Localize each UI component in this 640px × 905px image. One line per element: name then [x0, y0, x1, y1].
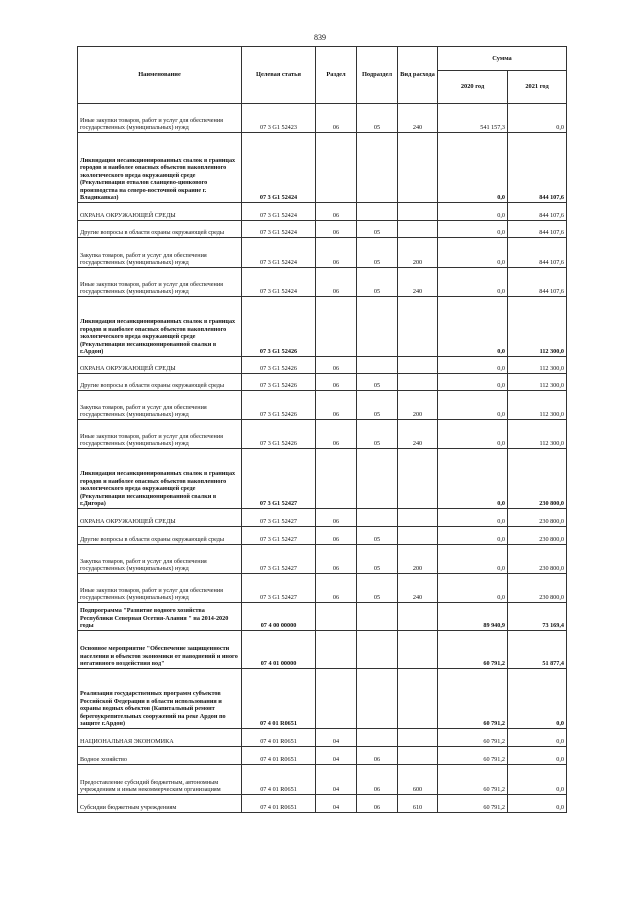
cell-subsection: 06: [357, 765, 398, 795]
cell-name: НАЦИОНАЛЬНАЯ ЭКОНОМИКА: [78, 729, 242, 747]
cell-expense-type: [398, 449, 438, 509]
cell-target: 07 3 G1 52426: [242, 297, 316, 357]
cell-target: 07 4 01 R0651: [242, 669, 316, 729]
table-header: [78, 47, 567, 104]
cell-name: Иные закупки товаров, работ и услуг для обеспечения государственных (муниципальных) нужд: [78, 104, 242, 133]
cell-section: 06: [316, 104, 357, 133]
cell-section: 06: [316, 357, 357, 374]
cell-target: 07 4 01 R0651: [242, 795, 316, 813]
cell-name: Иные закупки товаров, работ и услуг для обеспечения государственных (муниципальных) нужд: [78, 268, 242, 297]
cell-target: 07 3 G1 52424: [242, 203, 316, 221]
cell-sum-2021: 230 800,0: [508, 509, 567, 527]
cell-name: Ликвидация несанкционированных свалок в границах городов и наиболее опасных объектов накопленного экологического вреда окружающей среде (Рекультивация несанкционированной свалки в г.Ардон): [78, 297, 242, 357]
cell-sum-2020: 0,0: [438, 509, 508, 527]
table-row: [78, 669, 567, 729]
cell-name: Другие вопросы в области охраны окружающей среды: [78, 221, 242, 238]
header-name: Наименование: [78, 47, 242, 104]
cell-section: 06: [316, 221, 357, 238]
cell-expense-type: [398, 357, 438, 374]
cell-expense-type: [398, 603, 438, 631]
table-row: [78, 631, 567, 669]
cell-subsection: 05: [357, 574, 398, 603]
cell-sum-2020: 0,0: [438, 268, 508, 297]
cell-section: 06: [316, 420, 357, 449]
cell-sum-2021: 51 877,4: [508, 631, 567, 669]
cell-sum-2021: 230 800,0: [508, 449, 567, 509]
cell-name: ОХРАНА ОКРУЖАЮЩЕЙ СРЕДЫ: [78, 357, 242, 374]
cell-expense-type: [398, 669, 438, 729]
cell-expense-type: 240: [398, 420, 438, 449]
budget-table: [77, 46, 567, 813]
cell-section: [316, 133, 357, 203]
cell-name: ОХРАНА ОКРУЖАЮЩЕЙ СРЕДЫ: [78, 203, 242, 221]
cell-sum-2021: 844 107,6: [508, 221, 567, 238]
cell-name: Закупка товаров, работ и услуг для обеспечения государственных (муниципальных) нужд: [78, 391, 242, 420]
cell-name: Закупка товаров, работ и услуг для обеспечения государственных (муниципальных) нужд: [78, 545, 242, 574]
cell-target: 07 3 G1 52427: [242, 449, 316, 509]
cell-section: 04: [316, 795, 357, 813]
cell-target: 07 4 01 R0651: [242, 729, 316, 747]
cell-sum-2021: 0,0: [508, 765, 567, 795]
table-row: [78, 527, 567, 545]
cell-expense-type: 200: [398, 238, 438, 268]
cell-section: 06: [316, 268, 357, 297]
cell-sum-2020: 0,0: [438, 545, 508, 574]
table-row: [78, 545, 567, 574]
cell-sum-2021: 844 107,6: [508, 133, 567, 203]
cell-subsection: [357, 669, 398, 729]
cell-section: 06: [316, 203, 357, 221]
cell-target: 07 3 G1 52426: [242, 420, 316, 449]
cell-name: Другие вопросы в области охраны окружающей среды: [78, 527, 242, 545]
table-row: [78, 268, 567, 297]
table-row: [78, 795, 567, 813]
cell-section: 06: [316, 374, 357, 391]
cell-sum-2020: 60 791,2: [438, 631, 508, 669]
cell-subsection: 05: [357, 221, 398, 238]
cell-subsection: 05: [357, 527, 398, 545]
cell-sum-2021: 0,0: [508, 669, 567, 729]
cell-section: 04: [316, 765, 357, 795]
cell-sum-2020: 0,0: [438, 297, 508, 357]
cell-subsection: [357, 729, 398, 747]
cell-sum-2021: 844 107,6: [508, 238, 567, 268]
cell-expense-type: [398, 747, 438, 765]
cell-expense-type: [398, 527, 438, 545]
table-row: [78, 221, 567, 238]
header-sum: Сумма: [438, 47, 567, 71]
table-row: [78, 133, 567, 203]
cell-section: [316, 603, 357, 631]
header-year-2021: 2021 год: [508, 71, 567, 104]
table-row: [78, 374, 567, 391]
table-body: [78, 104, 567, 813]
cell-target: 07 4 01 R0651: [242, 765, 316, 795]
table-row: [78, 104, 567, 133]
cell-expense-type: 610: [398, 795, 438, 813]
table-row: [78, 574, 567, 603]
cell-section: 04: [316, 747, 357, 765]
cell-expense-type: 200: [398, 391, 438, 420]
cell-subsection: [357, 133, 398, 203]
cell-sum-2020: 0,0: [438, 133, 508, 203]
cell-subsection: [357, 357, 398, 374]
cell-sum-2020: 0,0: [438, 527, 508, 545]
cell-sum-2020: 60 791,2: [438, 795, 508, 813]
cell-sum-2020: 0,0: [438, 374, 508, 391]
cell-section: 06: [316, 574, 357, 603]
cell-name: Реализация государственных программ субъектов Российской Федерации в области использования и охраны водных объектов (Капитальный ремонт берегоукрепительных сооружений на реке Ардон по защите г.Ардон): [78, 669, 242, 729]
cell-name: Подпрограмма "Развитие водного хозяйства Республики Северная Осетия-Алания " на 2014-2020 годы: [78, 603, 242, 631]
cell-target: 07 3 G1 52424: [242, 238, 316, 268]
cell-target: 07 3 G1 52424: [242, 133, 316, 203]
cell-target: 07 3 G1 52426: [242, 374, 316, 391]
cell-sum-2020: 0,0: [438, 221, 508, 238]
table-row: [78, 203, 567, 221]
cell-name: Субсидии бюджетным учреждениям: [78, 795, 242, 813]
cell-sum-2021: 112 300,0: [508, 391, 567, 420]
table-row: [78, 765, 567, 795]
header-subsection: Подраздел: [357, 47, 398, 104]
cell-expense-type: 600: [398, 765, 438, 795]
cell-subsection: [357, 509, 398, 527]
cell-sum-2021: 230 800,0: [508, 574, 567, 603]
cell-subsection: [357, 603, 398, 631]
table-row: [78, 747, 567, 765]
cell-subsection: 06: [357, 795, 398, 813]
cell-target: 07 3 G1 52427: [242, 574, 316, 603]
table-row: [78, 357, 567, 374]
cell-subsection: 05: [357, 545, 398, 574]
cell-section: 06: [316, 527, 357, 545]
cell-sum-2021: 230 800,0: [508, 545, 567, 574]
cell-section: [316, 631, 357, 669]
cell-subsection: 05: [357, 391, 398, 420]
cell-sum-2020: 0,0: [438, 391, 508, 420]
cell-section: [316, 297, 357, 357]
table-row: [78, 509, 567, 527]
cell-sum-2020: 60 791,2: [438, 669, 508, 729]
cell-section: 06: [316, 545, 357, 574]
cell-sum-2020: 0,0: [438, 203, 508, 221]
cell-target: 07 4 01 R0651: [242, 747, 316, 765]
cell-expense-type: 240: [398, 104, 438, 133]
cell-subsection: 05: [357, 268, 398, 297]
cell-expense-type: [398, 729, 438, 747]
cell-expense-type: [398, 631, 438, 669]
cell-target: 07 4 01 00000: [242, 631, 316, 669]
cell-subsection: [357, 203, 398, 221]
cell-expense-type: 240: [398, 574, 438, 603]
cell-section: 06: [316, 238, 357, 268]
cell-sum-2020: 60 791,2: [438, 765, 508, 795]
cell-subsection: [357, 631, 398, 669]
cell-sum-2020: 0,0: [438, 238, 508, 268]
cell-name: Предоставление субсидий бюджетным, автономным учреждениям и иным некоммерческим организациям: [78, 765, 242, 795]
header-section: Раздел: [316, 47, 357, 104]
cell-target: 07 3 G1 52423: [242, 104, 316, 133]
cell-name: Иные закупки товаров, работ и услуг для обеспечения государственных (муниципальных) нужд: [78, 574, 242, 603]
table-row: [78, 238, 567, 268]
cell-subsection: 05: [357, 104, 398, 133]
cell-sum-2020: 0,0: [438, 574, 508, 603]
cell-expense-type: 200: [398, 545, 438, 574]
table-row: [78, 449, 567, 509]
cell-target: 07 3 G1 52427: [242, 527, 316, 545]
cell-sum-2020: 89 940,9: [438, 603, 508, 631]
cell-subsection: [357, 297, 398, 357]
header-year-2020: 2020 год: [438, 71, 508, 104]
cell-subsection: 05: [357, 420, 398, 449]
cell-name: Закупка товаров, работ и услуг для обеспечения государственных (муниципальных) нужд: [78, 238, 242, 268]
cell-subsection: 06: [357, 747, 398, 765]
cell-sum-2021: 844 107,6: [508, 268, 567, 297]
cell-target: 07 3 G1 52426: [242, 357, 316, 374]
cell-target: 07 3 G1 52427: [242, 545, 316, 574]
cell-sum-2021: 0,0: [508, 729, 567, 747]
cell-expense-type: [398, 221, 438, 238]
cell-section: [316, 449, 357, 509]
cell-name: Водное хозяйство: [78, 747, 242, 765]
header-expense-type: Вид расхода: [398, 47, 438, 104]
cell-section: 06: [316, 509, 357, 527]
cell-target: 07 3 G1 52426: [242, 391, 316, 420]
cell-section: 06: [316, 391, 357, 420]
cell-sum-2021: 112 300,0: [508, 357, 567, 374]
cell-name: ОХРАНА ОКРУЖАЮЩЕЙ СРЕДЫ: [78, 509, 242, 527]
cell-expense-type: [398, 374, 438, 391]
cell-subsection: 05: [357, 238, 398, 268]
cell-name: Другие вопросы в области охраны окружающей среды: [78, 374, 242, 391]
cell-sum-2021: 112 300,0: [508, 297, 567, 357]
cell-target: 07 4 00 00000: [242, 603, 316, 631]
cell-name: Ликвидация несанкционированных свалок в границах городов и наиболее опасных объектов накопленного экологического вреда окружающей среде (Рекультивация несанкционированной свалки в г.Дигора): [78, 449, 242, 509]
cell-sum-2020: 0,0: [438, 420, 508, 449]
cell-name: Ликвидация несанкционированных свалок в границах городов и наиболее опасных объектов накопленного экологического вреда окружающей среде (Рекультивация отвалов сланцево-цинкового производства на северо-восточной окраине г. Владикавказ): [78, 133, 242, 203]
header-target: Целевая статья: [242, 47, 316, 104]
cell-expense-type: 240: [398, 268, 438, 297]
cell-target: 07 3 G1 52424: [242, 221, 316, 238]
cell-sum-2020: 60 791,2: [438, 729, 508, 747]
cell-section: [316, 669, 357, 729]
cell-sum-2021: 0,0: [508, 795, 567, 813]
cell-name: Иные закупки товаров, работ и услуг для обеспечения государственных (муниципальных) нужд: [78, 420, 242, 449]
cell-sum-2020: 0,0: [438, 449, 508, 509]
cell-sum-2021: 230 800,0: [508, 527, 567, 545]
cell-expense-type: [398, 203, 438, 221]
page-number: 839: [314, 33, 326, 42]
cell-sum-2021: 73 169,4: [508, 603, 567, 631]
cell-expense-type: [398, 509, 438, 527]
cell-subsection: [357, 449, 398, 509]
cell-expense-type: [398, 297, 438, 357]
cell-target: 07 3 G1 52424: [242, 268, 316, 297]
cell-subsection: 05: [357, 374, 398, 391]
cell-sum-2020: 60 791,2: [438, 747, 508, 765]
cell-sum-2021: 0,0: [508, 104, 567, 133]
table-row: [78, 297, 567, 357]
cell-target: 07 3 G1 52427: [242, 509, 316, 527]
cell-section: 04: [316, 729, 357, 747]
cell-name: Основное мероприятие "Обеспечение защищенности населения и объектов экономики от наводнений и иного негативного воздействия вод": [78, 631, 242, 669]
table-row: [78, 391, 567, 420]
cell-sum-2021: 112 300,0: [508, 374, 567, 391]
table-row: [78, 420, 567, 449]
cell-sum-2020: 541 157,3: [438, 104, 508, 133]
cell-sum-2021: 0,0: [508, 747, 567, 765]
cell-expense-type: [398, 133, 438, 203]
table-row: [78, 729, 567, 747]
cell-sum-2021: 844 107,6: [508, 203, 567, 221]
table-row: [78, 603, 567, 631]
cell-sum-2020: 0,0: [438, 357, 508, 374]
cell-sum-2021: 112 300,0: [508, 420, 567, 449]
